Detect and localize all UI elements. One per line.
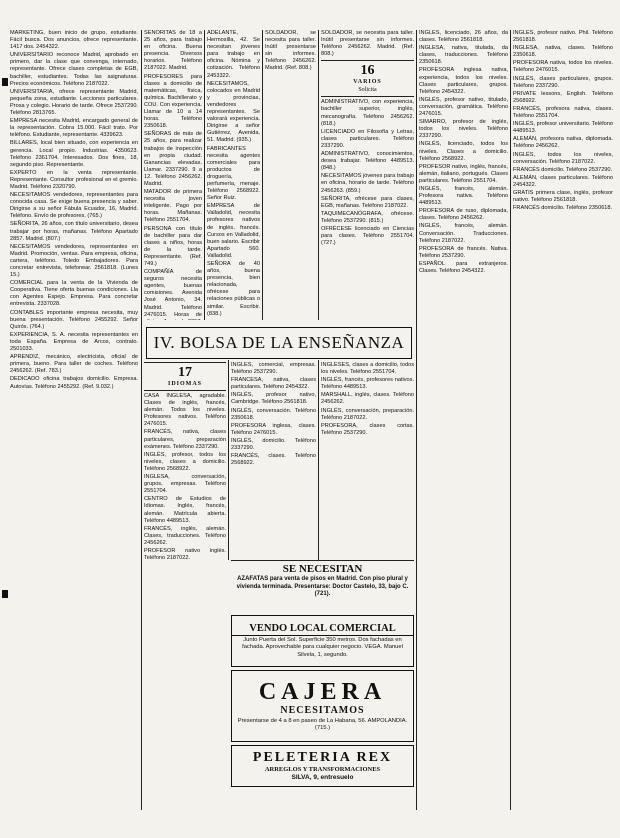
classified-ad: ALEMÁN, profesora nativa, diplomada. Teléfono 2456262. <box>513 136 613 150</box>
classified-ad: INGLÉS, conversación. Teléfono 2350618. <box>231 407 316 421</box>
classified-ad: EMPRESA de Valladolid, necesita profesores nativos de inglés, francés. Cursos en Valladolid, buen salario. Escribir Apartado 560. Valladolid. <box>207 203 260 259</box>
classified-ad: SOLDADOR, se necesita para taller. Inútil presentarse sin informes. Teléfono 2456262. Madrid. (Ref. 808.) <box>265 30 316 72</box>
classified-ad: PERSONA con título de bachiller para dar clases a niños, horas de la tarde. Representante. (Ref. 749.) <box>144 225 202 267</box>
classified-ad: FRANCESA, nativa, clases particulares. Teléfono 2454322. <box>231 377 316 391</box>
classified-ad: SOLDADOR, se necesita para taller. Inútil presentarse sin informes. Teléfono 2456262. Madrid. (Ref. 808.) <box>321 30 414 58</box>
classified-ad: NECESITAMOS vendedores, representantes para conocida casa. Se exige buena presencia y saber. Dirigirse a su señor Fábula Ecuador, 16, Madrid. Teléfono. Envío de profesores. (765.) <box>10 192 138 220</box>
classified-ad: PROFESOR nativo inglés. Teléfono 2187022. <box>144 547 226 562</box>
classified-ad: EMPRESA necesita Madrid, encargado general de la representación. Cobra 15.000. Fácil trato. Por teléfono. Estudiante, representante. 4339623. <box>10 118 138 139</box>
classified-ad: INGLÉS, todos los niveles, conversación. Teléfono 2187022. <box>513 151 613 165</box>
ad-se-necesitan: SE NECESITAN AZAFATAS para venta de pisos en Madrid. Con piso plural y vivienda terminada. Presentarse: Doctor Castelo, 33, bajo C. (721). <box>236 563 409 597</box>
column-idiomas-3 <box>321 362 414 558</box>
classified-ad: ALEMÁN, clases particulares. Teléfono 2454322. <box>513 174 613 188</box>
section-subtitle-solicita: Solicita <box>358 87 377 94</box>
classified-ad: INGLÉS, profesor nativo, titulado, conversación, gramática. Teléfono 2476015. <box>419 96 508 118</box>
classified-ad: ADMINISTRATIVO, conocimientos, desea trabajar. Teléfono 4489513. (848.) <box>321 151 414 172</box>
classified-ad: PROFESORA inglesa, clases. Teléfono 2476015. <box>231 422 316 436</box>
classified-ad: SEÑORAS de más de 25 años, para realizar trabajos de inspección en propia ciudad. Ganancias elevadas. Llamar. 2337290. 9 a 12. Teléfono 2456262. Madrid. <box>144 131 202 187</box>
column-3 <box>207 30 260 320</box>
column-1 <box>10 30 138 808</box>
classified-ad: COMERCIAL para la venta de la Vivienda de Cooperativa. Tiene oferta buenas condiciones. Lla con Agentes Espejo. Empresa. Para concretar entrevista. 2337028. <box>10 280 138 308</box>
classified-ad: INGLESA, nativa, titulada, da clases, traducciones. Teléfono 2350618. <box>419 45 508 66</box>
classified-ad: PROFESORA inglesa nativa, experiencia, todos los niveles. Clases particulares, grupos. Teléfono 2454322. <box>419 67 508 95</box>
ad-peleteria-rex: PELETERIA REX ARREGLOS Y TRANSFORMACIONES SILVA, 9, entresuelo <box>231 745 414 787</box>
column-2 <box>144 30 202 320</box>
classified-ad: NECESITAMOS vendedores, representantes en Madrid. Promoción, ventas. Para empresa, oficina, cartera, teléfono. Toledo Embajadores. Para concretar entrevista, telefonear. 2561818. (Lunes 15.) <box>10 243 138 279</box>
classified-ad: LICENCIADO en Filosofía y Letras, clases particulares. Teléfono 2337290. <box>321 128 414 149</box>
classified-ad: GRATIS primera clase, inglés, profesor nativo. Teléfono 2561818. <box>513 189 613 204</box>
classified-ad: INGLÉS, francés, profesores nativos. Teléfono 4489513. <box>321 377 414 391</box>
column-6 <box>419 30 508 808</box>
classified-ad: FRANCÉS domicilio. Teléfono 2350618. <box>513 205 613 212</box>
column-5 <box>321 30 414 320</box>
classified-ad: MARSHALL, inglés, clases. Teléfono 2456262. <box>321 392 414 406</box>
classified-ad: PRIVATE lessons, English. Teléfono 2568922. <box>513 90 613 104</box>
classified-ad: CENTRO de Estudios de Idiomas. Inglés, francés, alemán. Matrícula abierta. Teléfono 4489513. <box>144 496 226 524</box>
column-idiomas <box>144 362 226 810</box>
classified-ad: INGLÉS, domicilio. Teléfono 2337290. <box>231 437 316 452</box>
classified-ad: FABRICANTES necesita agentes comerciales para productos de droguería, perfumería, menaje. Teléfono 2568922. Señor Ruiz. <box>207 145 260 202</box>
classified-ad: EXPERIENCIA, S. A. necesita representantes en toda España. Empresa de Arcos, contrato. 2501033. <box>10 331 138 353</box>
classified-ad: APRENDIZ, mecánico, electricista, oficial de primera, bueno. Para taller de coches. Teléfono 2456262. (Ref. 783.) <box>10 354 138 375</box>
classified-ad: INGLÉS, comercial, empresas. Teléfono 2537290. <box>231 362 316 376</box>
column-7 <box>513 30 613 808</box>
section-number-16: 16 <box>360 63 375 79</box>
classified-ad: COMPAÑÍA de seguros necesita agentes, buenas comisiones. Avenida José Antonio, 34. Madrid. Teléfono 2476015. Horas de <box>144 269 202 318</box>
classified-ad: OFRÉCESE licenciado en Ciencias para clases. Teléfono 2551704. (727.) <box>321 225 414 247</box>
classified-ad: DEDICADO oficina trabajos domicilio. Empresa. Autovías. Teléfono 2455292. (Ref. 9.032.) <box>10 376 138 390</box>
classified-ad: CONTABLES importante empresa necesita, muy buena presentación. Teléfono 2455292. Señor Quirós. (764.) <box>10 309 138 330</box>
classified-ad: INGLÉS, profesor universitario. Teléfono 4489513. <box>513 121 613 135</box>
classified-ad: PROFESORA de ruso, diplomada, clases. Teléfono 2456262. <box>419 208 508 222</box>
classified-ad: INGLÉS, conversación, preparación. Teléfono 2187022. <box>321 407 414 421</box>
column-4 <box>265 30 316 320</box>
classified-ad: UNIVERSITARIO reconoce Madrid, aprobado en primero, dar la clase que convenga, internado, representante. Ofrece clases completas de EGB, bachiller, estudiantes. Todas las asignaturas. Precios económicos. Teléfono 2187022. <box>10 52 138 87</box>
classified-ad: NECESITAMOS, colocados en Madrid y provincias, vendedores representantes. Se valorará experiencia. Dirigirse a señor Gutiérrez, Avenida, 51. Madrid. (935.) <box>207 80 260 144</box>
ad-vendo-local: VENDO LOCAL COMERCIAL Junto Puerta del Sol. Superficie 350 metros. Dos fachadas en fachada. Aprovechable para cualquier negocio. VEGA. Manuel Silvela, 1, segundo. <box>231 615 414 667</box>
classified-ad: ADELANTE, Hermosilla, 42. Se necesitan jóvenes para trabajo en oficina. Nómina y cotización. Teléfono 2453322. <box>207 30 260 79</box>
classified-ad: MATADOR de primera necesita joven inteligente. Pago por horas. Mañanas. Teléfono 2551704. <box>144 189 202 224</box>
section-title-idiomas: IDIOMAS <box>167 381 202 387</box>
classified-ad: MARKETING, buen inicio de grupo, estudiante. Fácil busca. Dos anuncios, ofrece representante. 1417 dos. 2454322. <box>10 30 138 51</box>
classified-ad: PROFESOR nativo, inglés, francés, alemán, italiano, portugués. Clases particulares. Teléfono 2551704. <box>419 163 508 184</box>
classified-ad: EXPERTO en la venta representante. Representante. Consultor profesional en el gremio. Madrid. Teléfono 2320790. <box>10 169 138 190</box>
ad-cajera: CAJERA NECESITAMOS Presentarse de 4 a 8 en paseo de La Habana, 56. AMPOLANDIA. (715.) <box>231 670 414 742</box>
classified-ad: BILLARES, local bien situado, con experiencia en gerencia. Local propio. Industrias. 4350623. Teléfono 2361704. Interesados. Dos fines, 18, segundo piso. Representante. <box>10 140 138 168</box>
classified-ad: FRANCÉS domicilio. Teléfono 2537290. <box>513 166 613 173</box>
classified-ad: CASA INGLESA, agradable. Clases de inglés, francés, alemán. Todos los niveles. Profesores nativos. Teléfono 2476015. <box>144 393 226 428</box>
classified-ad: TAQUIMECANÓGRAFA, ofrécese. Teléfono 2537290. (815.) <box>321 210 414 224</box>
classified-ad: PROFESORA nativa, todos los niveles. Teléfono 2476015. <box>513 60 613 74</box>
classified-ad: NECESITAMOS jóvenes para trabajo en oficina, horario de tarde. Teléfono 2456263. (859.) <box>321 173 414 194</box>
classified-ad: PROFESORES para clases a domicilio de matemáticas, física, química. Bachillerato y COU. Con experiencia. Llamar de 10 a 14 horas. Teléfono 2350618. <box>144 73 202 130</box>
classified-ad: PROFESORA de francés. Nativa. Teléfono 2537290. <box>419 245 508 259</box>
classified-ad: ESPAÑOL para extranjeros. Clases. Teléfono 2454322. <box>419 260 508 274</box>
column-idiomas-2 <box>231 362 316 558</box>
classified-ad: INGLÉS, licenciado, todos los niveles. Clases a domicilio. Teléfono 2568922. <box>419 141 508 162</box>
classified-ad: INGLESA, conversación, grupos, empresas. Teléfono 2551704. <box>144 474 226 495</box>
classified-ad: INGLÉS, profesor nativo, Cambridge. Teléfono 2561818. <box>231 392 316 406</box>
classified-ad: PROFESORA, clases cortas. Teléfono 2537290. <box>321 422 414 436</box>
classified-ad: INGLÉS, profesor nativo. Phil. Teléfono 2561818. <box>513 30 613 44</box>
section-number-17: 17 <box>178 365 192 380</box>
classified-ad: FRANCÉS, inglés, alemán. Clases, traducciones. Teléfono 2456262. <box>144 525 226 546</box>
section-title-varios: VARIOS <box>353 79 382 86</box>
classified-ad: SEÑORITA, 26 años, con título universitario, desea trabajar por horas, mañanas. Teléfono Apartado 2857. Madrid. (807.) <box>10 221 138 242</box>
classified-ad: SEÑORITA, ofrécese para clases, EGB, mañanas. Teléfono 2187022. <box>321 195 414 209</box>
classified-ad: INGLÉS, francés, alemán. Profesora nativa. Teléfono 4489513. <box>419 185 508 207</box>
classified-ad: FRANCÉS, nativa, clases particulares, preparación exámenes. Teléfono 2337290. <box>144 429 226 450</box>
section-title-bolsa-ensenanza: IV. BOLSA DE LA ENSEÑANZA <box>146 327 412 359</box>
classified-ad: SEÑORITAS de 18 a 25 años, para trabajo en oficina. Buena presencia. Diversos horarios. Teléfono 2187022. Madrid. <box>144 30 202 72</box>
classified-ad: FRANCÉS, profesora nativa, clases. Teléfono 2551704. <box>513 105 613 120</box>
classified-ad: ADMINISTRATIVO, con experiencia, bachiller superior, inglés, mecanografía. Teléfono 2456262. (818.) <box>321 99 414 127</box>
classified-ad: INGLÉS, francés, alemán. Conversación. Traducciones. Teléfono 2187022. <box>419 223 508 244</box>
margin-mark-top <box>2 78 8 86</box>
classified-ad: INGLÉS, licenciado, 26 años, da clases. Teléfono 2561818. <box>419 30 508 44</box>
classified-ad: SIMARRO, profesor de inglés, todos los niveles. Teléfono 2337290. <box>419 119 508 140</box>
classified-ad: INGLÉS, profesor, todos los niveles, clases a domicilio. Teléfono 2568922. <box>144 451 226 472</box>
classified-ad: INGLESA, nativa, clases. Teléfono 2350618. <box>513 45 613 59</box>
classified-ad: FRANCÉS, clases. Teléfono 2568922. <box>231 453 316 467</box>
classified-ad: UNIVERSITARIA, ofrece representante Madrid, pequeña zona, estudiante. Lecciones particulares. Prosa y colegio. Horario de tarde. Ofrece 2537290. Teléfono 2813765. <box>10 88 138 117</box>
classified-ad: INGLÉS, clases particulares, grupos. Teléfono 2337290. <box>513 75 613 89</box>
classified-ad: INGLESES, clases a domicilio, todos los niveles. Teléfono 2551704. <box>321 362 414 376</box>
margin-mark-bottom <box>2 590 8 598</box>
classified-ad: SEÑORA de 40 años, buena presencia, bien relacionada, ofrécese para relaciones públicas o similar. Escribir. (838.) <box>207 261 260 317</box>
